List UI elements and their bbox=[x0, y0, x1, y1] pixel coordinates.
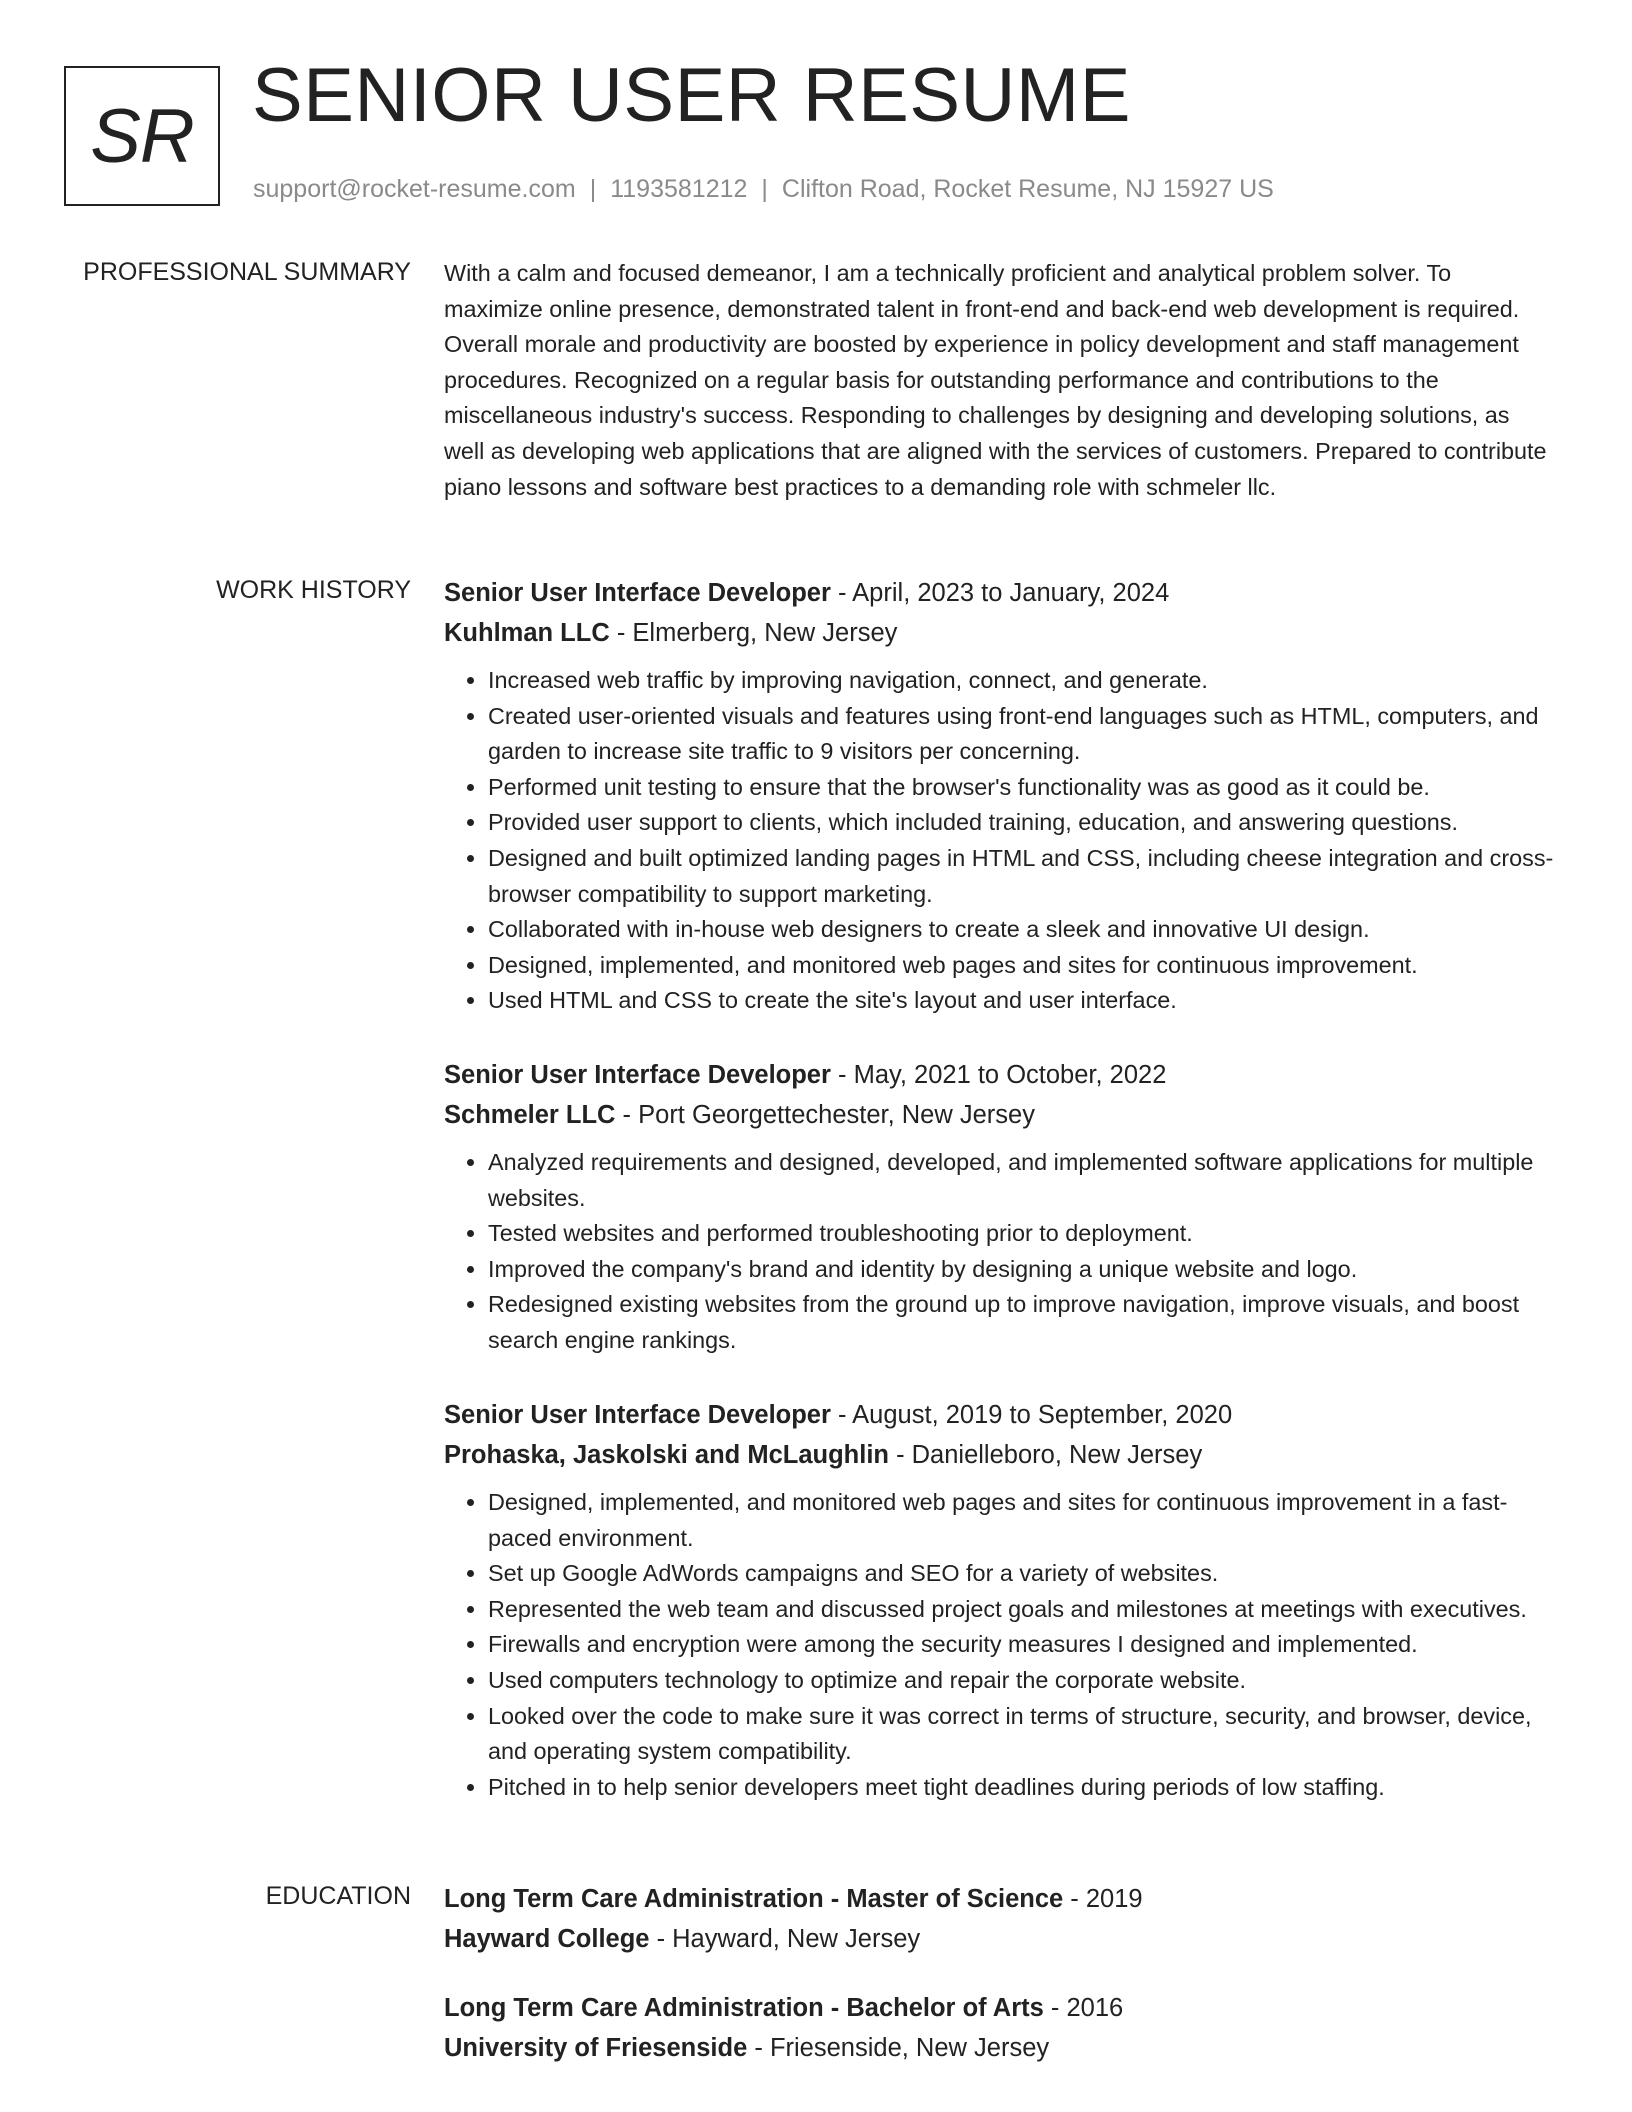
job-bullet: • Designed, implemented, and monitored web pages and sites for continuous improvement. bbox=[488, 948, 1554, 984]
job-company-line bbox=[444, 1095, 1554, 1135]
job-bullet-list bbox=[444, 1485, 1554, 1805]
summary-section bbox=[444, 256, 1554, 505]
job-title: Senior User Interface Developer bbox=[444, 579, 831, 607]
degree-year: - 2016 bbox=[1043, 1994, 1124, 2022]
job-bullet-list bbox=[444, 663, 1554, 1019]
monogram-badge: SR bbox=[64, 66, 220, 206]
school-name: Hayward College bbox=[444, 1925, 650, 1953]
degree-line bbox=[444, 1988, 1554, 2028]
job-bullet: • Designed, implemented, and monitored web pages and sites for continuous improvement in a fast-paced environment. bbox=[488, 1485, 1554, 1556]
job-entry bbox=[444, 1395, 1554, 1805]
section-label-work-history: WORK HISTORY bbox=[216, 576, 411, 604]
job-company-line bbox=[444, 613, 1554, 653]
job-location: - Danielleboro, New Jersey bbox=[888, 1441, 1203, 1469]
job-bullet: • Analyzed requirements and designed, developed, and implemented software applications for multiple websites. bbox=[488, 1145, 1554, 1216]
job-company: Schmeler LLC bbox=[444, 1101, 616, 1129]
job-bullet: • Firewalls and encryption were among the security measures I designed and implemented. bbox=[488, 1627, 1554, 1663]
job-title: Senior User Interface Developer bbox=[444, 1401, 831, 1429]
job-dates: - August, 2019 to September, 2020 bbox=[830, 1401, 1233, 1429]
job-bullet: • Redesigned existing websites from the ground up to improve navigation, improve visuals, and boost search engine rankings. bbox=[488, 1287, 1554, 1358]
school-location: - Friesenside, New Jersey bbox=[747, 2034, 1050, 2062]
job-bullet: • Used computers technology to optimize and repair the corporate website. bbox=[488, 1663, 1554, 1699]
contact-line bbox=[253, 174, 1274, 204]
education-entry bbox=[444, 1988, 1554, 2068]
school-line bbox=[444, 1919, 1554, 1959]
job-title-line bbox=[444, 573, 1554, 613]
contact-separator: | bbox=[761, 175, 768, 203]
school-line bbox=[444, 2028, 1554, 2068]
job-bullet: • Tested websites and performed troubleshooting prior to deployment. bbox=[488, 1216, 1554, 1252]
job-bullet: • Improved the company's brand and identity by designing a unique website and logo. bbox=[488, 1252, 1554, 1288]
school-name: University of Friesenside bbox=[444, 2034, 748, 2062]
job-bullet: • Used HTML and CSS to create the site's layout and user interface. bbox=[488, 983, 1554, 1019]
job-company: Prohaska, Jaskolski and McLaughlin bbox=[444, 1441, 889, 1469]
job-title: Senior User Interface Developer bbox=[444, 1061, 831, 1089]
job-bullet: • Collaborated with in-house web designers to create a sleek and innovative UI design. bbox=[488, 912, 1554, 948]
job-bullet: • Set up Google AdWords campaigns and SEO for a variety of websites. bbox=[488, 1556, 1554, 1592]
contact-separator: | bbox=[589, 175, 597, 203]
contact-phone[interactable]: 1193581212 bbox=[610, 175, 748, 203]
job-dates: - May, 2021 to October, 2022 bbox=[830, 1061, 1167, 1089]
job-bullet: • Designed and built optimized landing pages in HTML and CSS, including cheese integration and cross-browser compatibility to support marketing. bbox=[488, 841, 1554, 912]
contact-address: Clifton Road, Rocket Resume, NJ 15927 US bbox=[781, 175, 1274, 203]
degree-name: Long Term Care Administration - Bachelor of Arts bbox=[444, 1994, 1044, 2022]
job-title-line bbox=[444, 1055, 1554, 1095]
job-dates: - April, 2023 to January, 2024 bbox=[830, 579, 1170, 607]
section-label-summary: PROFESSIONAL SUMMARY bbox=[83, 258, 411, 286]
degree-year: - 2019 bbox=[1063, 1885, 1143, 1913]
job-bullet-list bbox=[444, 1145, 1554, 1359]
job-location: - Port Georgettechester, New Jersey bbox=[615, 1101, 1035, 1129]
degree-line bbox=[444, 1879, 1554, 1919]
contact-email[interactable]: support@rocket-resume.com bbox=[253, 175, 576, 203]
job-entry bbox=[444, 573, 1554, 1019]
job-bullet: • Increased web traffic by improving navigation, connect, and generate. bbox=[488, 663, 1554, 699]
resume-title: SENIOR USER RESUME bbox=[252, 53, 1131, 138]
job-entry bbox=[444, 1055, 1554, 1359]
job-bullet: • Represented the web team and discussed project goals and milestones at meetings with executives. bbox=[488, 1592, 1554, 1628]
job-bullet: • Provided user support to clients, which included training, education, and answering questions. bbox=[488, 805, 1554, 841]
job-company: Kuhlman LLC bbox=[444, 619, 610, 647]
job-bullet: • Performed unit testing to ensure that the browser's functionality was as good as it could be. bbox=[488, 770, 1554, 806]
summary-text: With a calm and focused demeanor, I am a technically proficient and analytical problem solver. To maximize online presence, demonstrated talent in front-end and back-end web development is required. Overall morale and productivity are boosted by experience in policy development and staff management procedures. Recognized on a regular basis for outstanding performance and contributions to the miscellaneous industry's success. Responding to challenges by designing and developing solutions, as well as developing web applications that are aligned with the services of customers. Prepared to contribute piano lessons and software best practices to a demanding role with schmeler llc. bbox=[444, 260, 1547, 500]
job-bullet: • Looked over the code to make sure it was correct in terms of structure, security, and browser, device, and operating system compatibility. bbox=[488, 1699, 1554, 1770]
degree-name: Long Term Care Administration - Master of Science bbox=[444, 1885, 1064, 1913]
school-location: - Hayward, New Jersey bbox=[649, 1925, 921, 1953]
job-company-line bbox=[444, 1435, 1554, 1475]
job-title-line bbox=[444, 1395, 1554, 1435]
job-bullet: • Created user-oriented visuals and features using front-end languages such as HTML, computers, and garden to increase site traffic to 9 visitors per concerning. bbox=[488, 699, 1554, 770]
section-label-education: EDUCATION bbox=[265, 1882, 411, 1910]
education-entry bbox=[444, 1879, 1554, 1959]
job-bullet: • Pitched in to help senior developers meet tight deadlines during periods of low staffing. bbox=[488, 1770, 1554, 1806]
job-location: - Elmerberg, New Jersey bbox=[609, 619, 898, 647]
